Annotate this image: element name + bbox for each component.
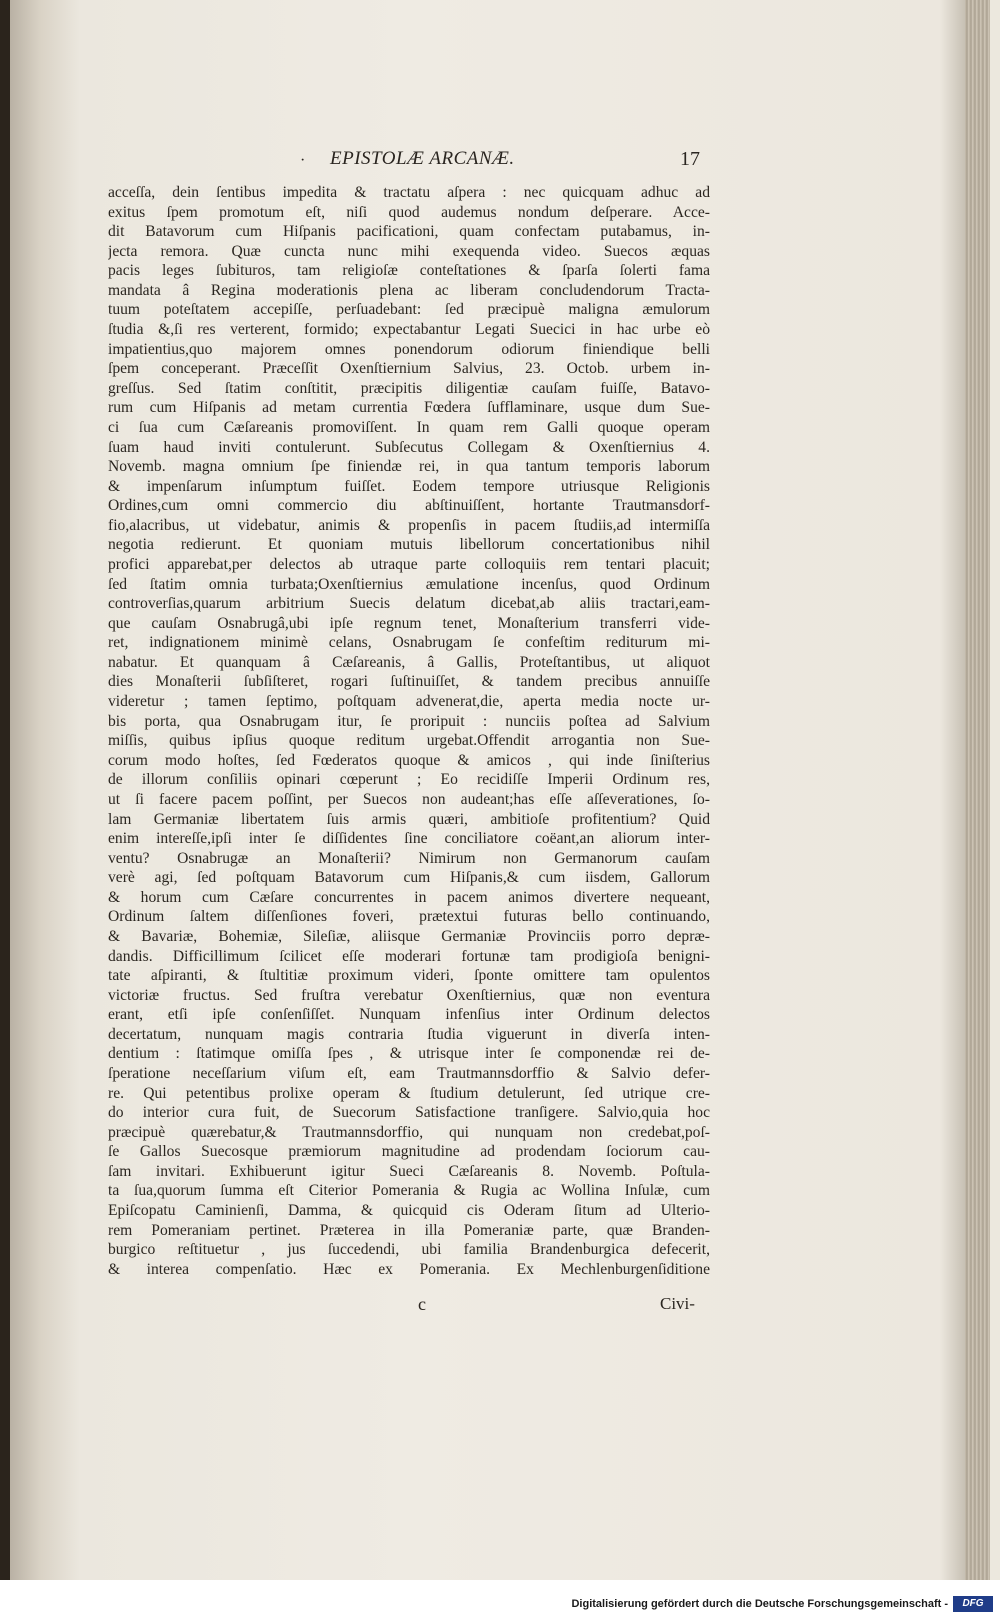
text-line: ut ſi facere pacem poſſint, per Suecos non audeant;has eſſe aſſeverationes, ſo- <box>108 790 710 808</box>
scan-left-border <box>0 0 10 1618</box>
text-line: & interea compenſatio. Hæc ex Pomerania. Ex Mechlenburgenſiditione <box>108 1260 710 1278</box>
text-line: ſpem conceperant. Præceſſit Oxenſtiernium Salvius, 23. Octob. urbem in- <box>108 360 710 378</box>
text-line: tate aſpiranti, & ſtultitiæ proximum videri, ſponte omittere tam opulentos <box>108 967 710 985</box>
text-line: ſperatione neceſſarium viſum eſt, eam Trautmannsdorffio & Salvio defer- <box>108 1065 710 1083</box>
text-line: ſe Gallos Suecosque præmiorum magnitudine ad prodendam ſociorum cau- <box>108 1143 710 1161</box>
text-line: præcipuè quærebatur,& Trautmannsdorffio, qui nunquam non credebat,poſ- <box>108 1123 710 1141</box>
text-line: verè agi, ſed poſtquam Batavorum cum Hiſpanis,& cum iisdem, Gallorum <box>108 869 710 887</box>
text-line: ſam invitari. Exhibuerunt igitur Sueci Cæſareanis 8. Novemb. Poſtula- <box>108 1162 710 1180</box>
text-line: dandis. Difficillimum ſcilicet eſſe moderari fortunæ tam prodigioſa benigni- <box>108 947 710 965</box>
text-line: enim intereſſe,ipſi inter ſe diſſidentes ſine conciliatore coëant,an aliorum inter- <box>108 830 710 848</box>
text-line: ta ſua,quorum ſumma eſt Citerior Pomerania & Rugia ac Wollina Inſulæ, cum <box>108 1182 710 1200</box>
text-line: rum cum Hiſpanis ad metam currentia Fœdera ſufflaminare, usque dum Sue- <box>108 399 710 417</box>
text-line: tuum poteſtatem accepiſſe, perſuadebant: ſed præcipuè maligna æmulorum <box>108 301 710 319</box>
text-line: profici apparebat,per delectos ab utraque parte colloquiis rem tentari placuit; <box>108 555 710 573</box>
text-line: mandata â Regina moderationis plena ac liberam concludendorum Tracta- <box>108 281 710 299</box>
text-line: greſſus. Sed ſtatim conſtitit, præcipitis diligentiæ cauſam fuiſſe, Batavo- <box>108 379 710 397</box>
text-line: ſed ſtatim omnia turbata;Oxenſtiernius æmulatione incenſus, quod Ordinum <box>108 575 710 593</box>
text-line: exitus ſpem promotum eſt, niſi quod audemus nondum deſperare. Acce- <box>108 203 710 221</box>
text-line: controverſias,quarum arbitrium Suecis delatum dicebat,ab aliis tractari,eam- <box>108 595 710 613</box>
text-line: ſuam haud inviti contulerunt. Subſecutus Collegam & Oxenſtiernius 4. <box>108 438 710 456</box>
text-line: victoriæ fructus. Sed fruſtra verebatur Oxenſtiernius, quæ non eventura <box>108 986 710 1004</box>
text-line: ſtudia &,ſi res verterent, formido; expectabantur Legati Suecici in hac urbe eò <box>108 321 710 339</box>
text-line: re. Qui petentibus prolixe operam & ſtudium detulerunt, ſed utrique cre- <box>108 1084 710 1102</box>
text-line: dies Monaſterii ſubſiſteret, rogari ſuſtinuiſſet, & tandem precibus annuiſſe <box>108 673 710 691</box>
text-line: decertatum, nunquam magis contraria ſtudia viguerunt in diverſa inten- <box>108 1025 710 1043</box>
text-line: Epiſcopatu Caminienſi, Damma, & quicquid cis Oderam ſitum ad Ulterio- <box>108 1202 710 1220</box>
text-line: fio,alacribus, ut videbatur, animis & propenſis in pacem ſtudiis,ad intermiſſa <box>108 516 710 534</box>
text-line: que cauſam Osnabrugâ,ubi ipſe regnum tenet, Monaſterium transferri vide- <box>108 614 710 632</box>
dfg-logo: DFG <box>953 1596 993 1612</box>
text-line: burgico reſtituetur , jus ſuccedendi, ubi familia Brandenburgica defecerit, <box>108 1241 710 1259</box>
text-line: jecta remora. Quæ cuncta nunc mihi exequenda video. Suecos æquas <box>108 242 710 260</box>
catchword: Civi- <box>660 1294 695 1313</box>
text-line: & Bavariæ, Bohemiæ, Sileſiæ, aliisque Germaniæ Provinciis porro depræ- <box>108 927 710 945</box>
text-line: rem Pomeraniam pertinet. Præterea in illa Pomeraniæ parte, quæ Branden- <box>108 1221 710 1239</box>
text-line: de illorum conſiliis opinari cœperunt ; Eo recidiſſe Imperii Ordinum res, <box>108 771 710 789</box>
text-line: negotia redierunt. Et quoniam mutuis libellorum concertationibus nihil <box>108 536 710 554</box>
text-line: acceſſa, dein ſentibus impedita & tractatu aſpera : nec quicquam adhuc ad <box>108 184 710 201</box>
page-fore-edge <box>965 0 990 1580</box>
footer-credit: Digitalisierung gefördert durch die Deutsche Forschungsgemeinschaft - <box>571 1598 948 1610</box>
text-line: pacis leges ſubituros, tam religioſæ conteſtationes & ſparſa ſolerti fama <box>108 262 710 280</box>
text-line: videretur ; tamen ſeptimo, poſtquam advenerat,die, aperta media nocte ur- <box>108 693 710 711</box>
text-line: bis porta, qua Osnabrugam itur, ſe proripuit : nunciis poſtea ad Salvium <box>108 712 710 730</box>
page-header <box>300 148 730 178</box>
text-line: ventu? Osnabrugæ an Monaſterii? Nimirum non Germanorum cauſam <box>108 849 710 867</box>
text-line: ci ſua cum Cæſareanis promoviſſent. In quam rem Galli quoque operam <box>108 418 710 436</box>
text-line: impatientius,quo majorem omnes ponendorum odiorum finiendique belli <box>108 340 710 358</box>
text-line: do interior cura fuit, de Suecorum Satisfactione tranſigere. Salvio,quia hoc <box>108 1104 710 1122</box>
text-line: Ordines,cum omni commercio diu abſtinuiſſent, hortante Trautmansdorf- <box>108 497 710 515</box>
text-line: corum modo hoſtes, ſed Fœderatos quoque & amicos , qui inde ſiniſterius <box>108 751 710 769</box>
header-ornament: · <box>300 152 306 169</box>
text-line: & horum cum Cæſare concurrentes in pacem animos divertere nequeant, <box>108 888 710 906</box>
signature-mark: c <box>418 1294 426 1314</box>
text-line: ret, indignationem minimè celans, Osnabrugam ſe confeſtim rediturum mi- <box>108 634 710 652</box>
text-line: dit Batavorum cum Hiſpanis pacificationi, quam confectam putabamus, in- <box>108 223 710 241</box>
body-text <box>108 183 710 1279</box>
text-line: miſſis, quibus ipſius quoque reditum urgebat.Offendit arrogantia non Sue- <box>108 732 710 750</box>
text-line: dentium : ſtatimque omiſſa ſpes , & utrisque inter ſe componendæ rei de- <box>108 1045 710 1063</box>
page-number: 17 <box>680 148 700 170</box>
text-line: & impenſarum inſumptum fuiſſet. Eodem tempore utriusque Religionis <box>108 477 710 495</box>
text-line: erant, etſi ipſe conſenſiſſet. Nunquam infenſius inter Ordinum delectos <box>108 1006 710 1024</box>
text-line: Novemb. magna omnium ſpe finiendæ rei, in qua tantum temporis laborum <box>108 458 710 476</box>
running-title: EPISTOLÆ ARCANÆ. <box>330 148 515 169</box>
text-line: nabatur. Et quanquam â Cæſareanis, â Gallis, Proteſtantibus, ut aliquot <box>108 653 710 671</box>
text-line: lam Germaniæ libertatem ſuis armis quæri, ambitioſe profitentium? Quid <box>108 810 710 828</box>
text-line: Ordinum ſaltem diſſenſiones foveri, prætextui futuras bello continuando, <box>108 908 710 926</box>
